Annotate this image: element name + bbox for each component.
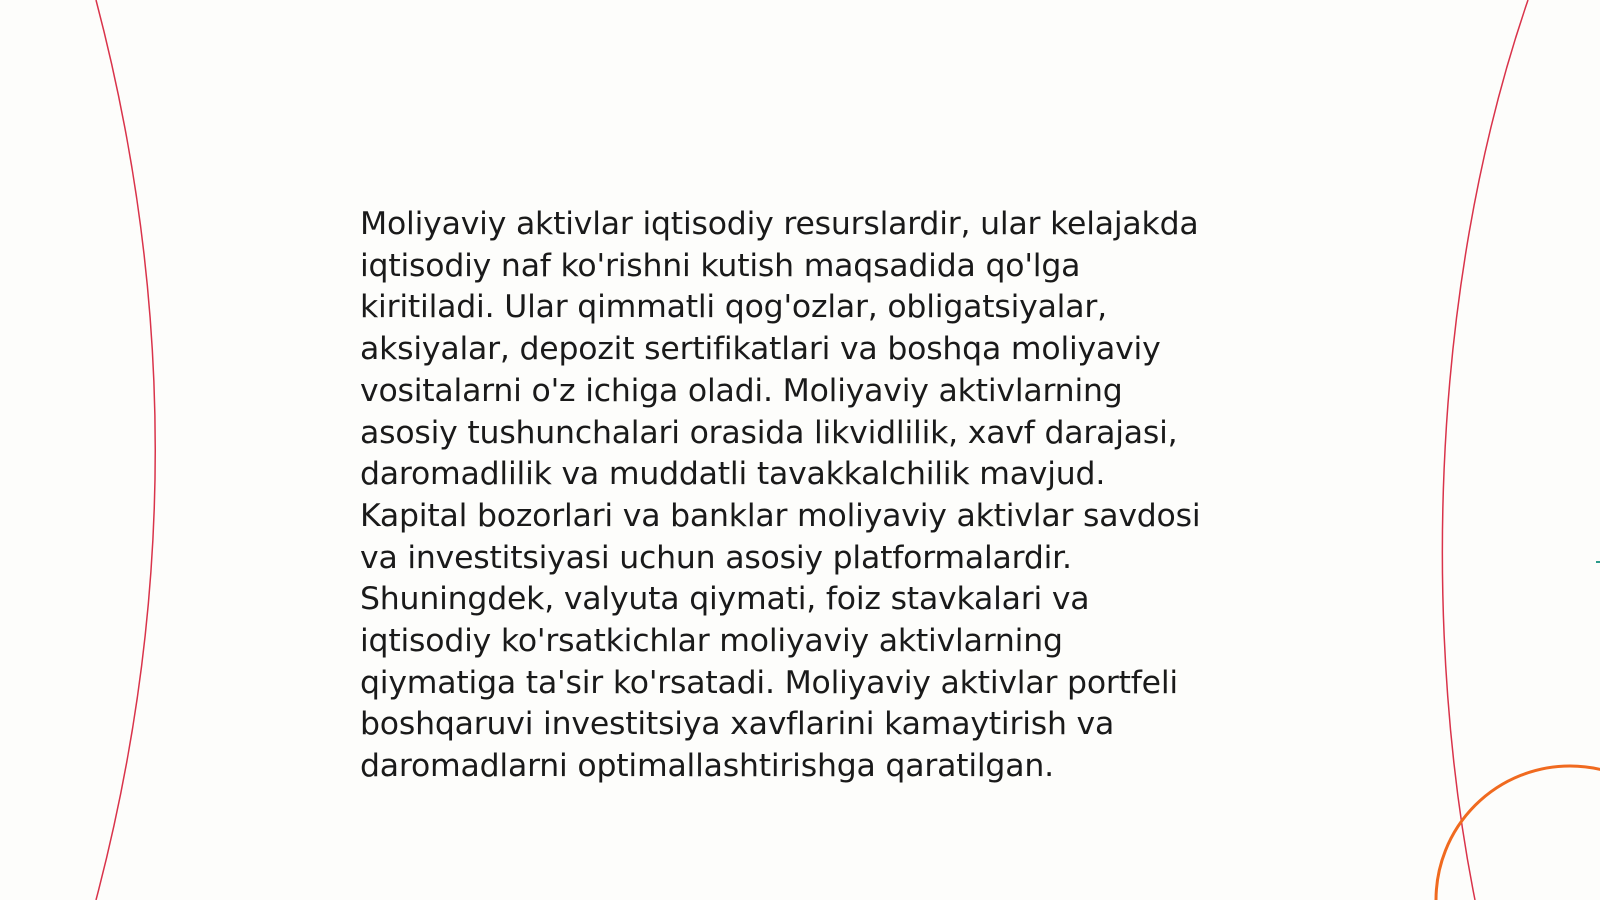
- text-line: iqtisodiy naf ko'rishni kutish maqsadida qo'lga: [360, 247, 1081, 284]
- text-line: va investitsiyasi uchun asosiy platformalardir.: [360, 539, 1072, 576]
- text-line: iqtisodiy ko'rsatkichlar moliyaviy aktivlarning: [360, 623, 1063, 660]
- orange-circle: [1436, 766, 1600, 900]
- text-line: kiritiladi. Ular qimmatli qog'ozlar, obligatsiyalar,: [360, 289, 1107, 326]
- right-curve: [1442, 0, 1528, 900]
- text-line: daromadlarni optimallashtirishga qaratilgan.: [360, 748, 1054, 785]
- text-line: boshqaruvi investitsiya xavflarini kamaytirish va: [360, 706, 1115, 743]
- body-paragraph: [360, 204, 1240, 788]
- text-line: Kapital bozorlari va banklar moliyaviy aktivlar savdosi: [360, 497, 1201, 534]
- left-curve: [96, 0, 155, 900]
- text-line: qiymatiga ta'sir ko'rsatadi. Moliyaviy aktivlar portfeli: [360, 664, 1178, 701]
- text-line: daromadlilik va muddatli tavakkalchilik mavjud.: [360, 456, 1106, 493]
- text-line: Shuningdek, valyuta qiymati, foiz stavkalari va: [360, 581, 1090, 618]
- text-line: vositalarni o'z ichiga oladi. Moliyaviy aktivlarning: [360, 372, 1123, 409]
- text-line: Moliyaviy aktivlar iqtisodiy resurslardir, ular kelajakda: [360, 206, 1199, 242]
- text-line: aksiyalar, depozit sertifikatlari va boshqa moliyaviy: [360, 331, 1161, 368]
- text-line: asosiy tushunchalari orasida likvidlilik, xavf darajasi,: [360, 414, 1178, 451]
